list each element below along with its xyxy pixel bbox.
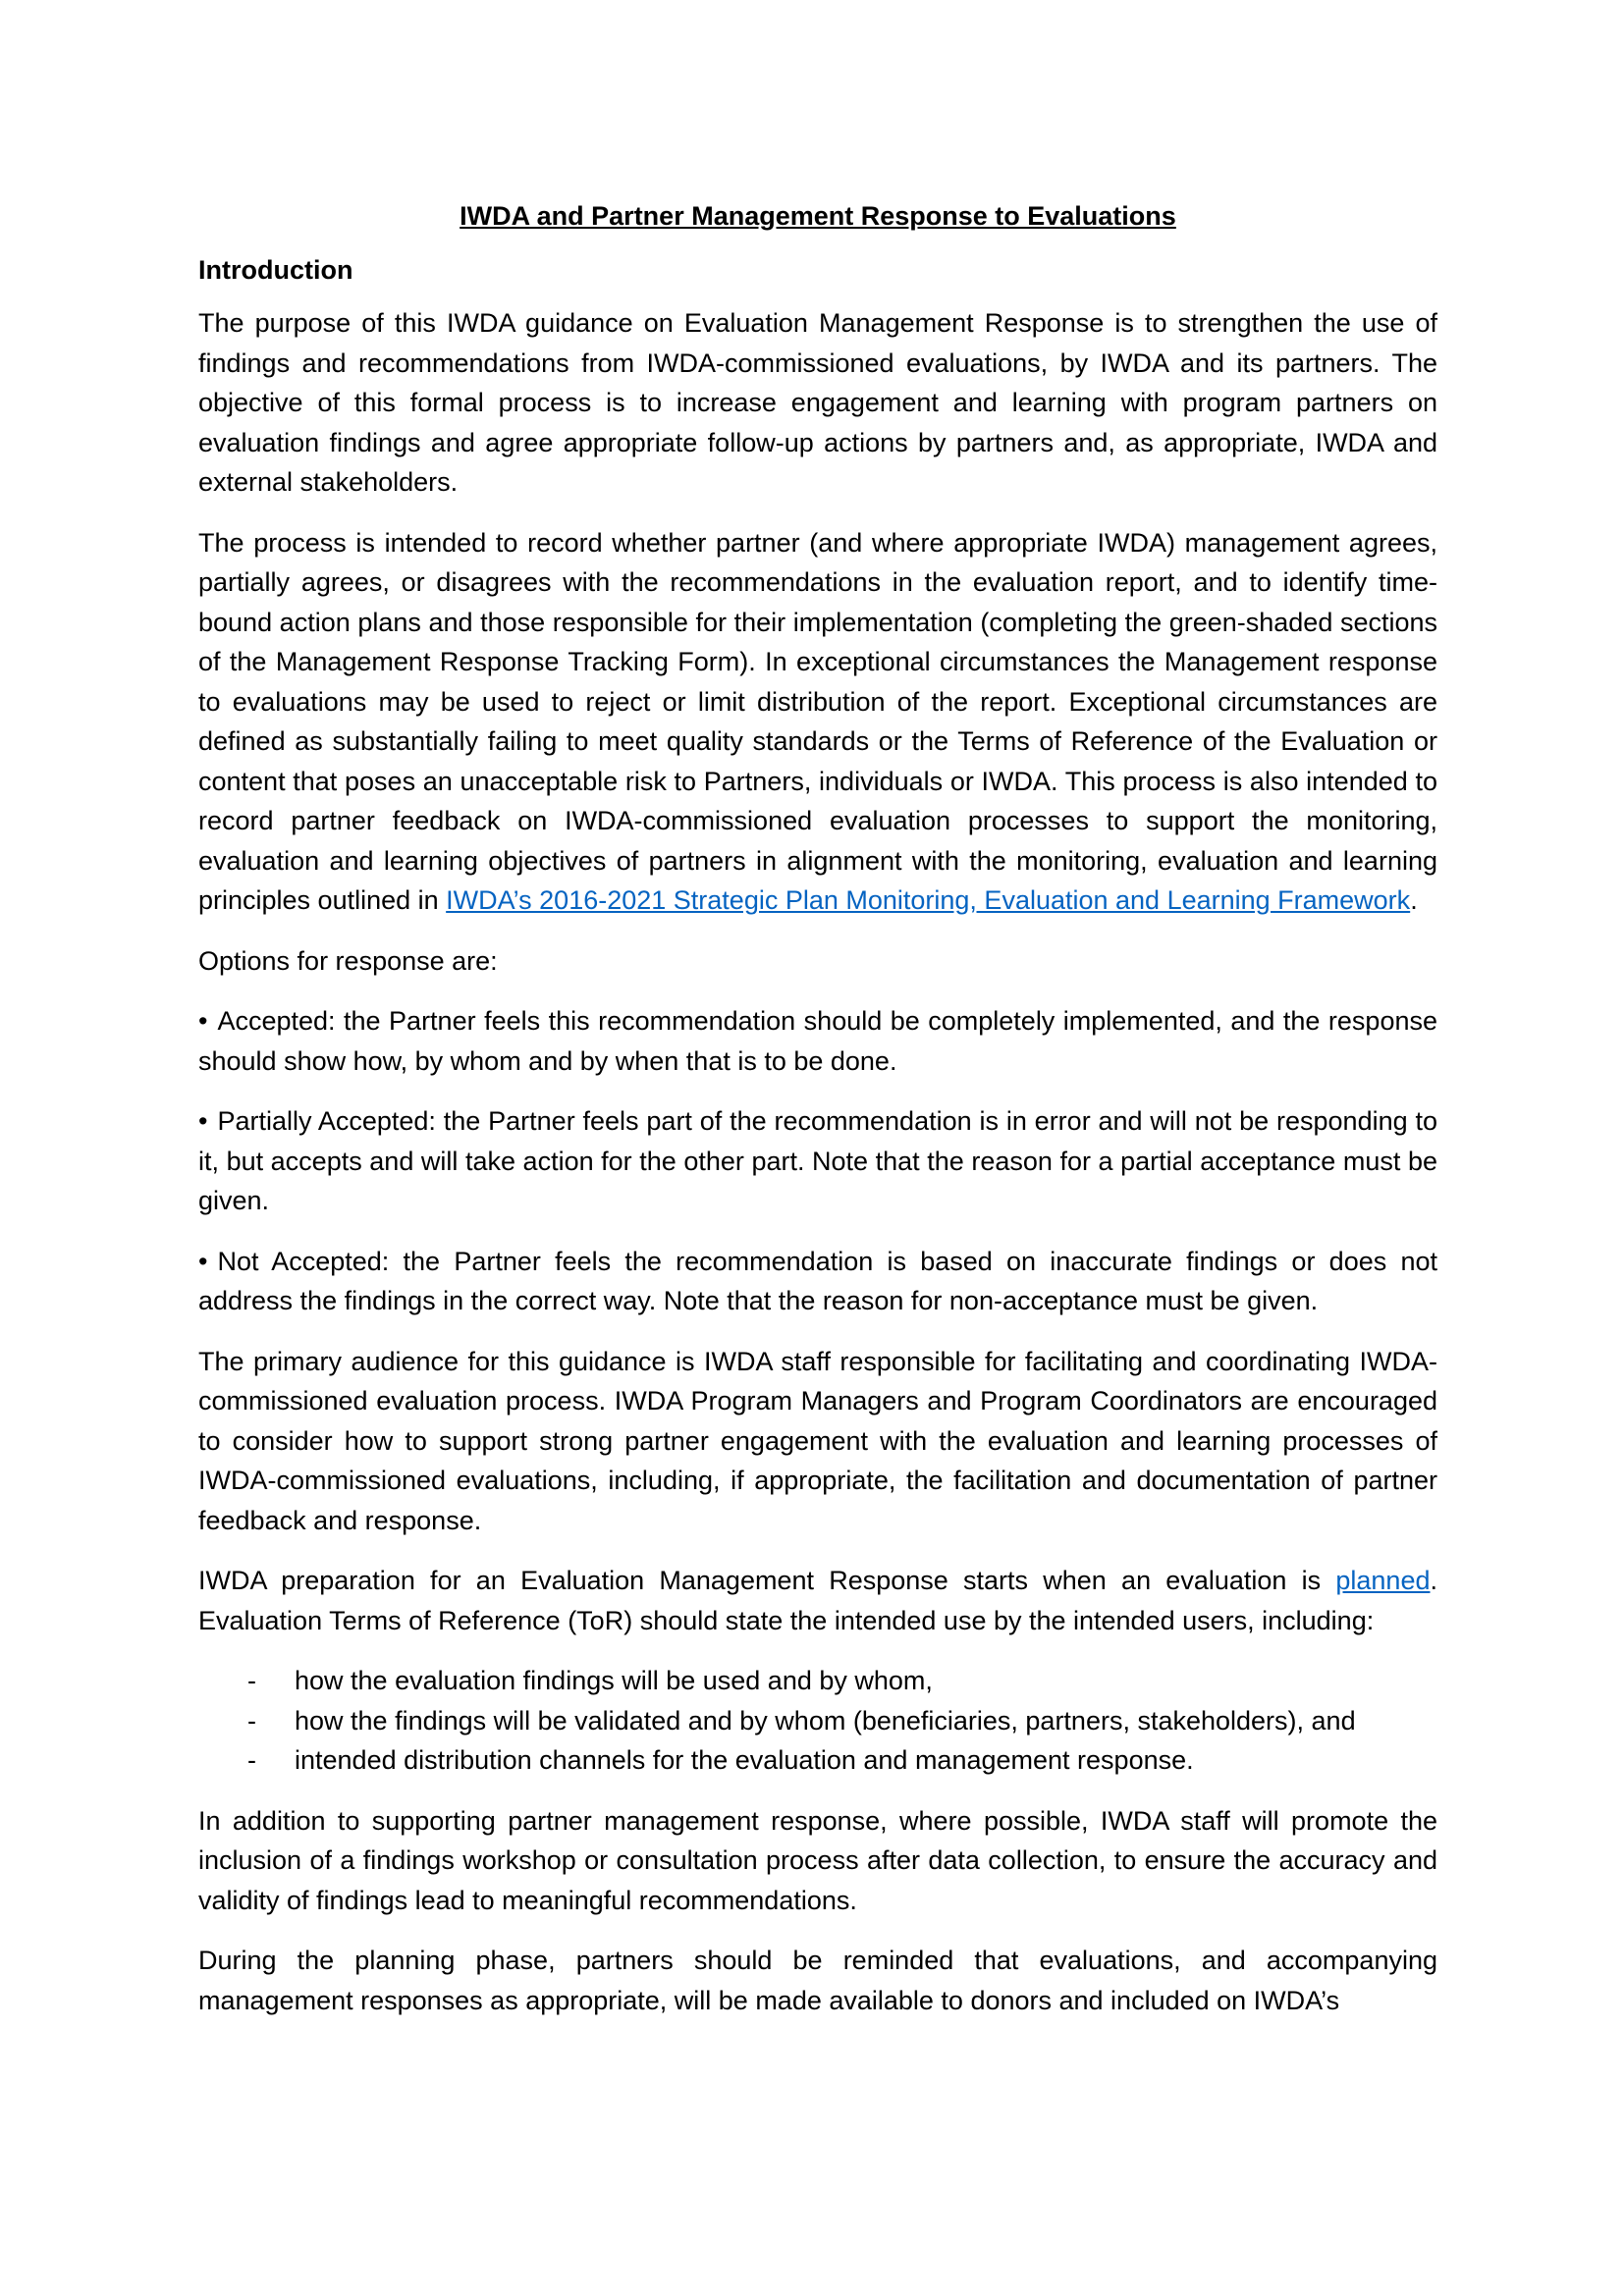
paragraph-purpose: The purpose of this IWDA guidance on Evaluation Management Response is to strengthen the use of findings and recommendations from IWDA-commissioned evaluations, by IWDA and its partners. The objective of this formal process is to increase engagement and learning with program partners on evaluation findings and agree appropriate follow-up actions by partners and, as appropriate, IWDA and external stakeholders. — [198, 308, 1437, 497]
document-title: IWDA and Partner Management Response to Evaluations — [460, 201, 1176, 231]
introduction-heading: Introduction — [198, 254, 353, 285]
document-page — [198, 196, 1437, 2041]
paragraph-planning-phase: During the planning phase, partners should be reminded that evaluations, and accompanying management responses as appropriate, will be made available to donors and included on IWDA’s — [198, 1946, 1437, 2015]
list-item-text: how the evaluation findings will be used and by whom, — [295, 1666, 933, 1695]
option-partially-accepted-text: Partially Accepted: the Partner feels part of the recommendation is in error and will not be responding to it, but accepts and will take action for the other part. Note that the reason for a partial acceptance must be given. — [198, 1106, 1437, 1215]
option-not-accepted-text: Not Accepted: the Partner feels the recommendation is based on inaccurate findings or does not address the findings in the correct way. Note that the reason for non-acceptance must be given. — [198, 1246, 1437, 1315]
strategic-plan-mel-framework-link[interactable]: IWDA’s 2016-2021 Strategic Plan Monitoring, Evaluation and Learning Framework — [446, 885, 1411, 915]
paragraph-findings-workshop: In addition to supporting partner management response, where possible, IWDA staff will promote the inclusion of a findings workshop or consultation process after data collection, to ensure the accuracy and validity of findings lead to meaningful recommendations. — [198, 1805, 1437, 1915]
bullet-icon: • — [198, 1246, 208, 1276]
bullet-icon: • — [198, 1006, 208, 1036]
option-accepted-text: Accepted: the Partner feels this recommendation should be completely implemented, and the response should show how, by whom and by when that is to be done. — [198, 1006, 1437, 1076]
list-item — [198, 1740, 1437, 1781]
options-intro: Options for response are: — [198, 945, 498, 976]
tor-list — [198, 1661, 1437, 1781]
paragraph-process-end: . — [1410, 885, 1418, 915]
option-not-accepted — [198, 1242, 1437, 1321]
paragraph-preparation — [198, 1561, 1437, 1640]
list-item-text: intended distribution channels for the evaluation and management response. — [295, 1745, 1194, 1775]
dash-icon: - — [247, 1745, 256, 1775]
list-item-text: how the findings will be validated and by whom (beneficiaries, partners, stakeholders), and — [295, 1705, 1356, 1735]
planned-link[interactable]: planned — [1335, 1566, 1431, 1595]
option-partially-accepted — [198, 1101, 1437, 1221]
paragraph-preparation-text: IWDA preparation for an Evaluation Management Response starts when an evaluation is — [198, 1566, 1336, 1595]
paragraph-preparation-text-2: . Evaluation Terms of Reference (ToR) should state the intended use by the intended users, including: — [198, 1566, 1437, 1635]
bullet-icon: • — [198, 1106, 208, 1136]
paragraph-audience: The primary audience for this guidance is IWDA staff responsible for facilitating and coordinating IWDA-commissioned evaluation process. IWDA Program Managers and Program Coordinators are encouraged to consider how to support strong partner engagement with the evaluation and learning processes of IWDA-commissioned evaluations, including, if appropriate, the facilitation and documentation of partner feedback and response. — [198, 1346, 1437, 1535]
paragraph-process-text: The process is intended to record whether partner (and where appropriate IWDA) management agrees, partially agrees, or disagrees with the recommendations in the evaluation report, and to identify time-bound action plans and those responsible for their implementation (completing the green-shaded sections of the Management Response Tracking Form). In exceptional circumstances the Management response to evaluations may be used to reject or limit distribution of the report. Exceptional circumstances are defined as substantially failing to meet quality standards or the Terms of Reference of the Evaluation or content that poses an unacceptable risk to Partners, individuals or IWDA. This process is also intended to record partner feedback on IWDA-commissioned evaluation processes to support the monitoring, evaluation and learning objectives of partners in alignment with the monitoring, evaluation and learning principles outlined in — [198, 527, 1437, 915]
option-accepted — [198, 1001, 1437, 1081]
list-item — [198, 1661, 1437, 1701]
list-item — [198, 1701, 1437, 1741]
paragraph-process — [198, 523, 1437, 921]
dash-icon: - — [247, 1666, 256, 1695]
dash-icon: - — [247, 1705, 256, 1735]
